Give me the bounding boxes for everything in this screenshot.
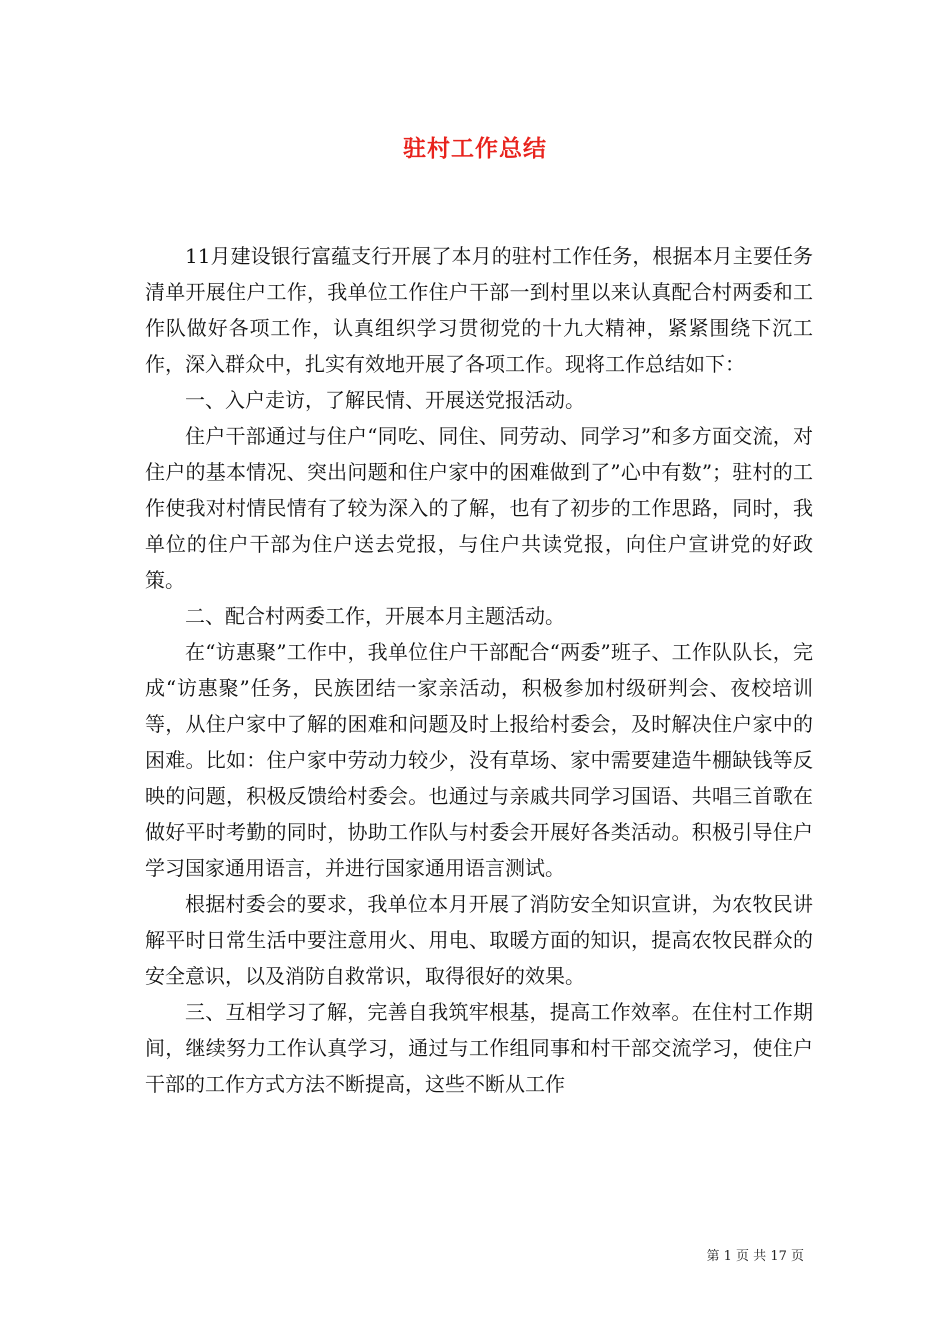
section-heading-2: 二、配合村两委工作，开展本月主题活动。	[185, 604, 565, 628]
document-body	[145, 238, 813, 1102]
page-number: 第 1 页 共 17 页	[706, 1249, 804, 1264]
document-title: 驻村工作总结	[403, 135, 547, 162]
paragraph-intro: 11月建设银行富蕴支行开展了本月的驻村工作任务，根据本月主要任务清单开展住户工作，我单位工作住户干部一到村里以来认真配合村两委和工作队做好各项工作，认真组织学习贯彻党的十九大精神，紧紧围绕下沉工作，深入群众中，扎实有效地开展了各项工作。现将工作总结如下：	[145, 244, 813, 376]
paragraph-section-3: 三、互相学习了解，完善自我筑牢根基，提高工作效率。在住村工作期间，继续努力工作认真学习，通过与工作组同事和村干部交流学习，使住户干部的工作方式方法不断提高，这些不断从工作	[145, 1000, 813, 1096]
paragraph-fire-safety: 根据村委会的要求，我单位本月开展了消防安全知识宣讲，为农牧民讲解平时日常生活中要注意用火、用电、取暖方面的知识，提高农牧民群众的安全意识，以及消防自救常识，取得很好的效果。	[145, 892, 813, 988]
paragraph-section-1: 住户干部通过与住户“同吃、同住、同劳动、同学习”和多方面交流，对住户的基本情况、突出问题和住户家中的困难做到了”心中有数”；驻村的工作使我对村情民情有了较为深入的了解，也有了初步的工作思路，同时，我单位的住户干部为住户送去党报，与住户共读党报，向住户宣讲党的好政策。	[145, 424, 813, 592]
paragraph-section-2: 在“访惠聚”工作中，我单位住户干部配合“两委”班子、工作队队长，完成“访惠聚”任务，民族团结一家亲活动，积极参加村级研判会、夜校培训等，从住户家中了解的困难和问题及时上报给村委会，及时解决住户家中的困难。比如：住户家中劳动力较少，没有草场、家中需要建造牛棚缺钱等反映的问题，积极反馈给村委会。也通过与亲戚共同学习国语、共唱三首歌在做好平时考勤的同时，协助工作队与村委会开展好各类活动。积极引导住户学习国家通用语言，并进行国家通用语言测试。	[145, 640, 813, 880]
section-heading-1: 一、入户走访，了解民情、开展送党报活动。	[185, 388, 585, 412]
